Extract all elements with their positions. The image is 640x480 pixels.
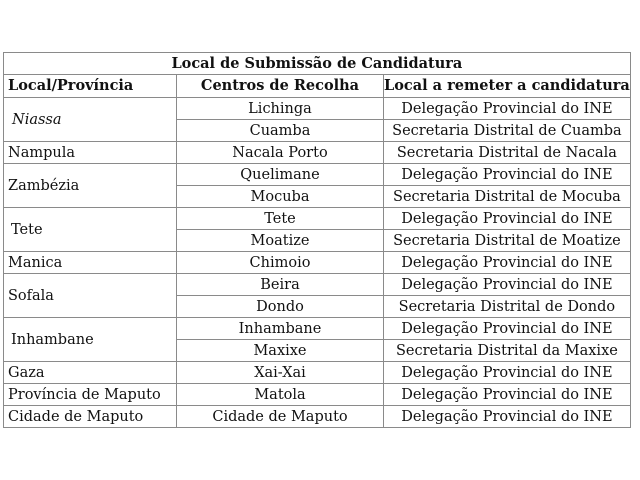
- submission-location-cell: Delegação Provincial do INE: [384, 274, 631, 296]
- submission-location-cell: Delegação Provincial do INE: [384, 98, 631, 120]
- submission-location-cell: Secretaria Distrital de Cuamba: [384, 120, 631, 142]
- collection-center-cell: Maxixe: [177, 340, 384, 362]
- header-collection-centers: Centros de Recolha: [177, 75, 384, 98]
- collection-center-cell: Lichinga: [177, 98, 384, 120]
- collection-center-cell: Chimoio: [177, 252, 384, 274]
- table-title: Local de Submissão de Candidatura: [4, 53, 631, 75]
- submission-location-cell: Secretaria Distrital da Maxixe: [384, 340, 631, 362]
- table-title-row: [4, 53, 631, 75]
- province-cell: Gaza: [4, 362, 177, 384]
- table-row: [4, 208, 631, 230]
- collection-center-cell: Inhambane: [177, 318, 384, 340]
- submission-location-cell: Delegação Provincial do INE: [384, 252, 631, 274]
- collection-center-cell: Mocuba: [177, 186, 384, 208]
- submission-location-cell: Delegação Provincial do INE: [384, 164, 631, 186]
- province-cell: Província de Maputo: [4, 384, 177, 406]
- submission-location-cell: Delegação Provincial do INE: [384, 318, 631, 340]
- submission-location-cell: Secretaria Distrital de Nacala: [384, 142, 631, 164]
- collection-center-cell: Beira: [177, 274, 384, 296]
- table-row: [4, 98, 631, 120]
- collection-center-cell: Quelimane: [177, 164, 384, 186]
- table-row: [4, 384, 631, 406]
- table-row: [4, 252, 631, 274]
- province-cell: Manica: [4, 252, 177, 274]
- header-submission-location: Local a remeter a candidatura: [384, 75, 631, 98]
- table-row: [4, 362, 631, 384]
- collection-center-cell: Cuamba: [177, 120, 384, 142]
- collection-center-cell: Dondo: [177, 296, 384, 318]
- province-cell: Sofala: [4, 274, 177, 318]
- table-row: [4, 142, 631, 164]
- submission-location-cell: Delegação Provincial do INE: [384, 384, 631, 406]
- collection-center-cell: Tete: [177, 208, 384, 230]
- table-row: [4, 406, 631, 428]
- submission-location-cell: Delegação Provincial do INE: [384, 406, 631, 428]
- table-row: [4, 318, 631, 340]
- table-header-row: [4, 75, 631, 98]
- table-row: [4, 164, 631, 186]
- province-cell: Cidade de Maputo: [4, 406, 177, 428]
- submission-location-cell: Delegação Provincial do INE: [384, 362, 631, 384]
- submission-location-cell: Secretaria Distrital de Dondo: [384, 296, 631, 318]
- submission-location-table: [3, 52, 631, 428]
- collection-center-cell: Xai-Xai: [177, 362, 384, 384]
- province-cell: Zambézia: [4, 164, 177, 208]
- submission-location-cell: Secretaria Distrital de Moatize: [384, 230, 631, 252]
- collection-center-cell: Moatize: [177, 230, 384, 252]
- province-cell: Nampula: [4, 142, 177, 164]
- province-cell: Tete: [4, 208, 177, 252]
- submission-location-cell: Delegação Provincial do INE: [384, 208, 631, 230]
- table-row: [4, 274, 631, 296]
- collection-center-cell: Nacala Porto: [177, 142, 384, 164]
- province-cell: Niassa: [4, 98, 177, 142]
- header-province: Local/Província: [4, 75, 177, 98]
- collection-center-cell: Cidade de Maputo: [177, 406, 384, 428]
- submission-location-cell: Secretaria Distrital de Mocuba: [384, 186, 631, 208]
- province-cell: Inhambane: [4, 318, 177, 362]
- collection-center-cell: Matola: [177, 384, 384, 406]
